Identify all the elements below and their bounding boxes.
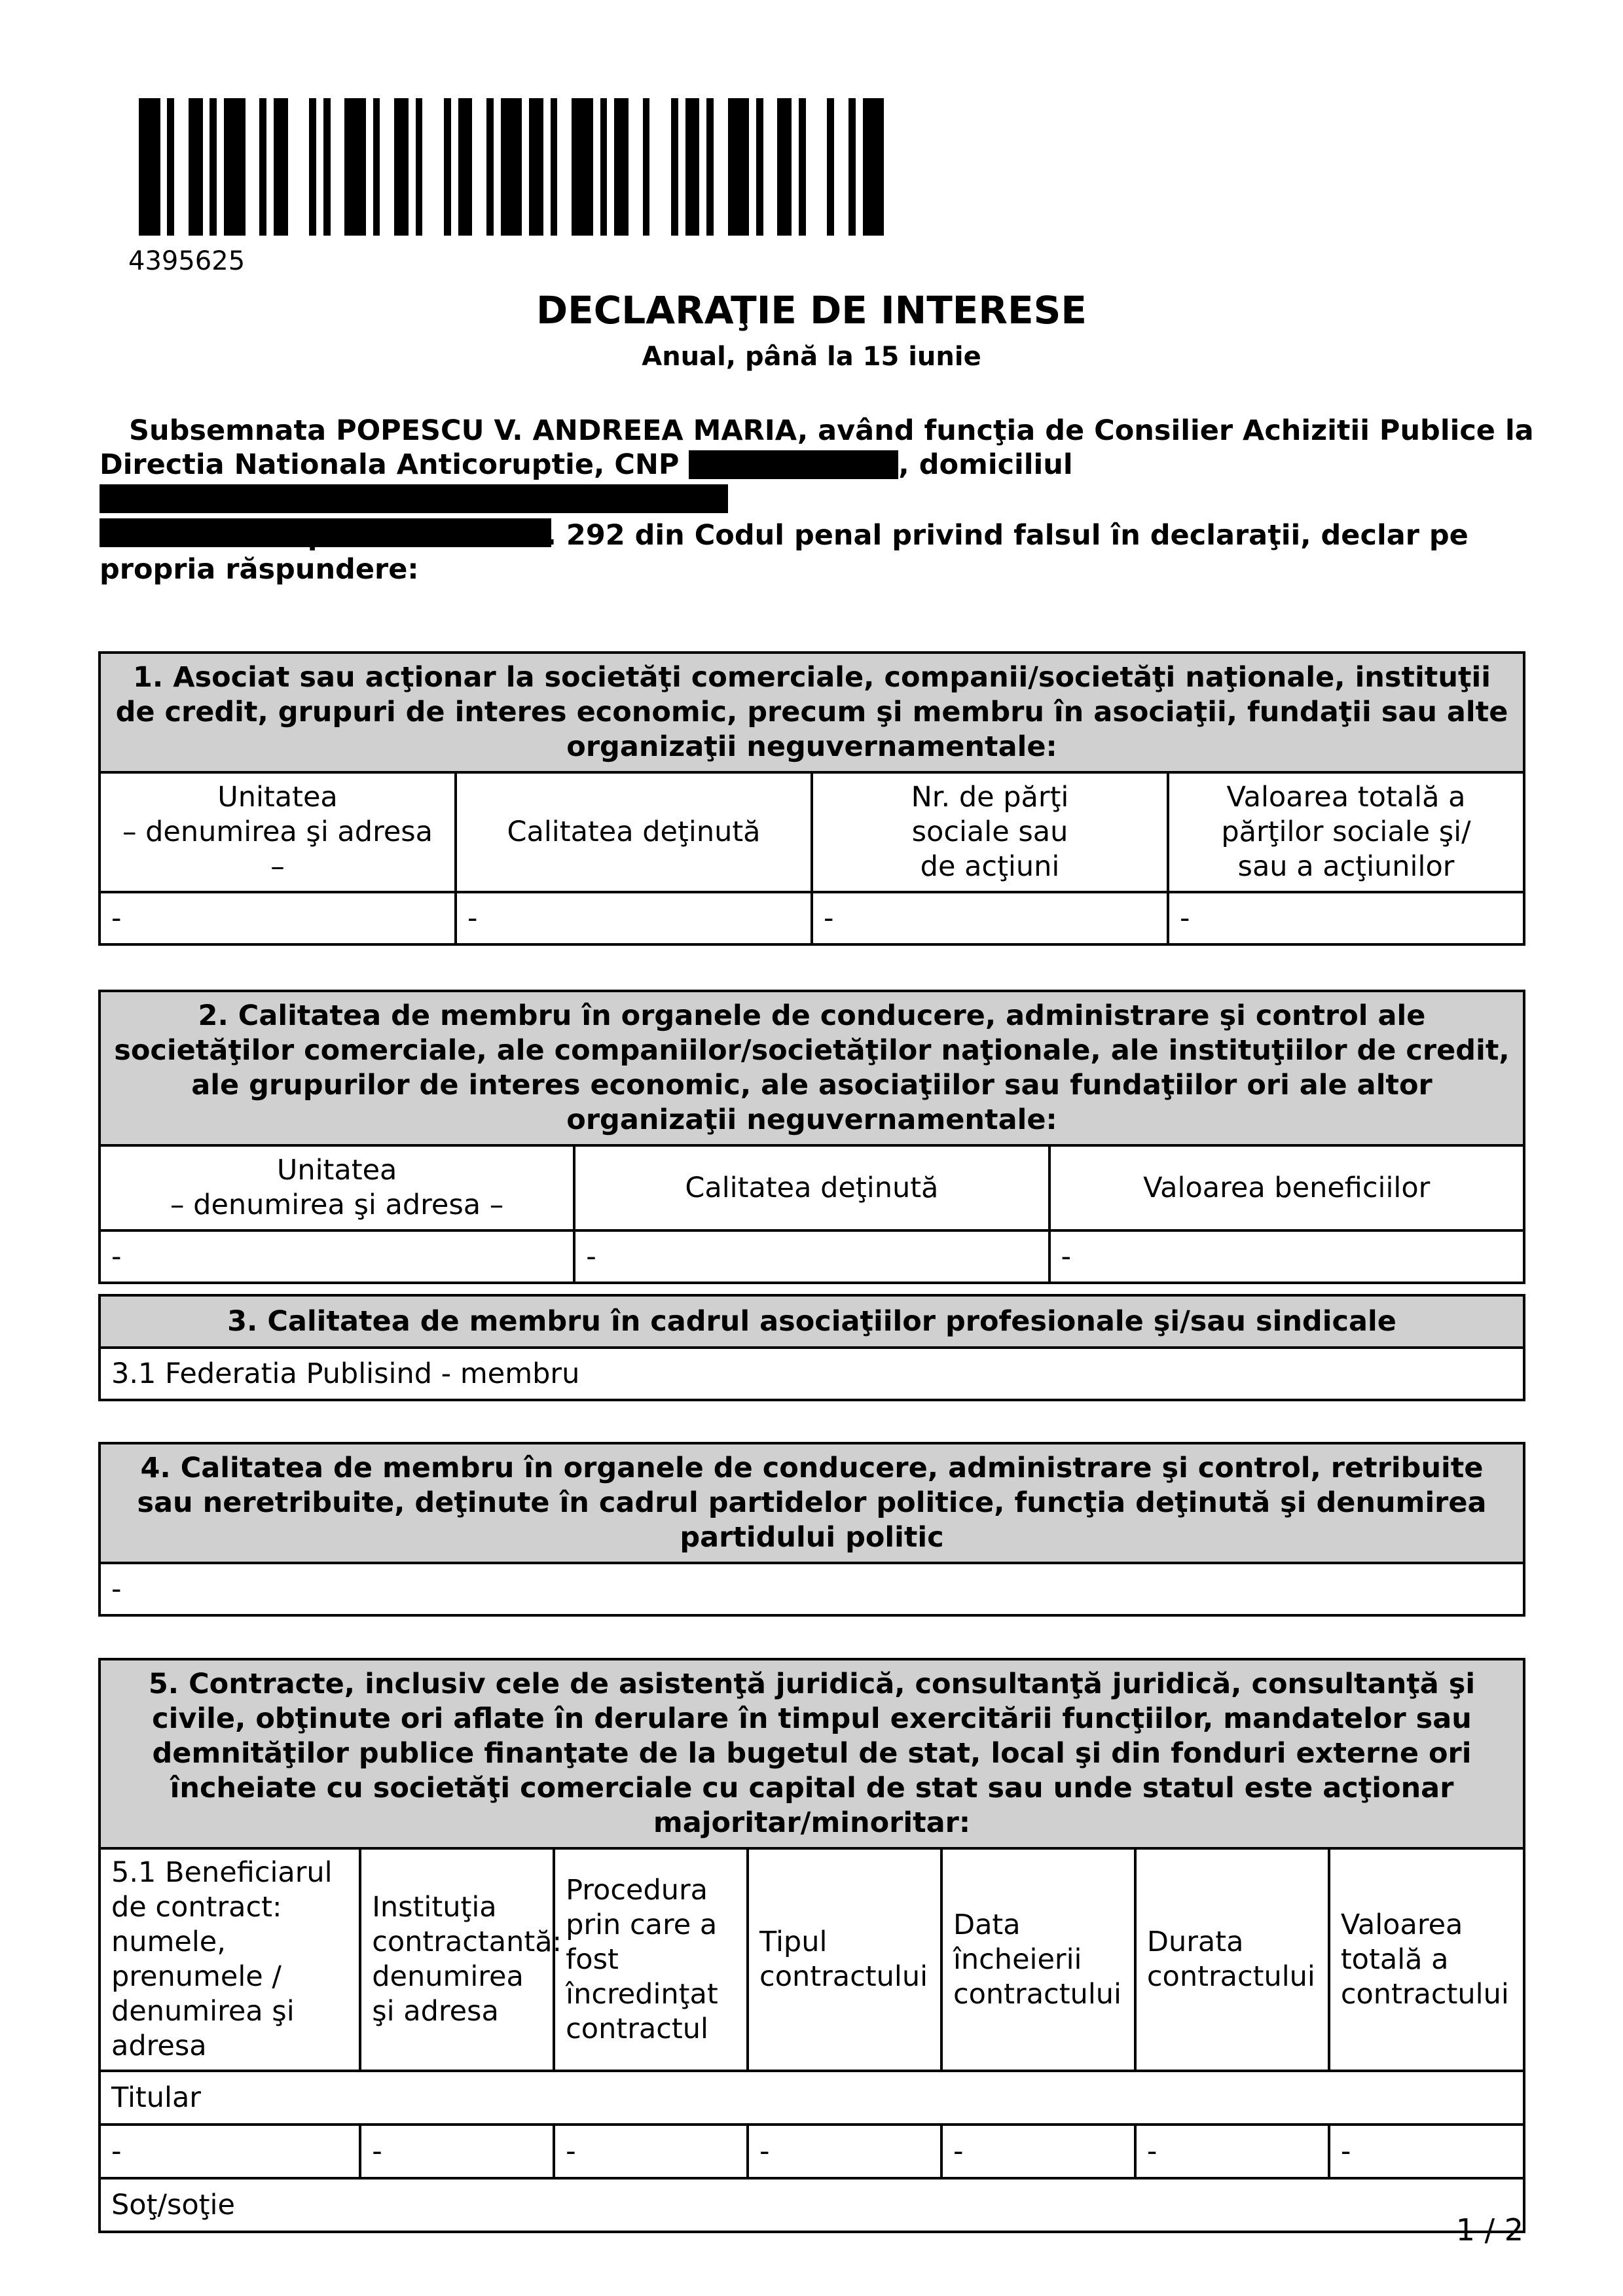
section2-header-benefits: Valoarea beneficiilor: [1049, 1145, 1525, 1230]
section5-header-date: Data încheierii contractului: [941, 1848, 1135, 2071]
section5-group-spouse: Soţ/soţie: [100, 2178, 1524, 2232]
page-number: 1 / 2: [1455, 2212, 1523, 2248]
section2-cell: -: [100, 1230, 574, 1283]
section3-table: [98, 1294, 1525, 1401]
section5-cell: -: [360, 2125, 554, 2178]
section1-header-shares: Nr. de părţi sociale sau de acţiuni: [812, 772, 1168, 892]
section5-cell: -: [1135, 2125, 1329, 2178]
section2-table: [98, 990, 1525, 1284]
section5-header-procedure: Procedura prin care a fost încredinţat contractul: [554, 1848, 748, 2071]
section5-cell: -: [554, 2125, 748, 2178]
barcode-image: [139, 98, 884, 236]
section1-cell: -: [100, 892, 456, 944]
document-title: DECLARAŢIE DE INTERESE: [536, 288, 1087, 332]
section1-header-quality: Calitatea deţinută: [456, 772, 812, 892]
section5-header-duration: Durata contractului: [1135, 1848, 1329, 2071]
document-id: 4395625: [128, 246, 246, 276]
section5-cell: -: [1329, 2125, 1524, 2178]
section5-header-value: Valoarea totală a contractului: [1329, 1848, 1524, 2071]
section3-title: 3. Calitatea de membru în cadrul asociaţiilor profesionale şi/sau sindicale: [100, 1295, 1524, 1348]
redacted-address: [100, 484, 728, 513]
intro-text-part2: , domiciliul: [898, 448, 1073, 481]
section5-cell: -: [748, 2125, 941, 2178]
section5-cell: -: [100, 2125, 360, 2178]
section2-header-quality: Calitatea deţinută: [574, 1145, 1049, 1230]
declaration-text: cunoscând prevederile art. 292 din Codul penal privind falsul în declaraţii, declar pe propria răspundere:: [100, 519, 1468, 586]
section2-cell: -: [574, 1230, 1049, 1283]
section2-header-unit: Unitatea – denumirea şi adresa –: [100, 1145, 574, 1230]
section1-header-value: Valoarea totală a părţilor sociale şi/ sau a acţiunilor: [1168, 772, 1524, 892]
document-subtitle: Anual, până la 15 iunie: [642, 342, 981, 372]
section5-cell: -: [941, 2125, 1135, 2178]
section4-table: [98, 1442, 1525, 1617]
section1-cell: -: [456, 892, 812, 944]
section2-cell: -: [1049, 1230, 1525, 1283]
section3-cell: 3.1 Federatia Publisind - membru: [100, 1348, 1524, 1400]
section1-cell: -: [1168, 892, 1524, 944]
section5-header-institution: Instituţia contractantă: denumirea şi adresa: [360, 1848, 554, 2071]
redacted-cnp: [689, 450, 898, 479]
section5-group-titular: Titular: [100, 2071, 1524, 2125]
section1-header-unit: Unitatea – denumirea şi adresa –: [100, 772, 456, 892]
section1-title: 1. Asociat sau acţionar la societăţi comerciale, companii/societăţi naţionale, instituţii de credit, grupuri de interes economic, precum şi membru în asociaţii, fundaţii sau alte organizaţii neguvernamentale:: [100, 653, 1524, 772]
declaration-paragraph: [100, 518, 1540, 586]
intro-text-part1: Subsemnata POPESCU V. ANDREEA MARIA, având funcţia de Consilier Achizitii Publice la Directia Nationala Anticoruptie, CNP: [100, 414, 1534, 481]
section4-cell: -: [100, 1563, 1524, 1615]
section5-header-type: Tipul contractului: [748, 1848, 941, 2071]
section4-title: 4. Calitatea de membru în organele de conducere, administrare şi control, retribuite sau neretribuite, deţinute în cadrul partidelor politice, funcţia deţinută şi denumirea partidului politic: [100, 1443, 1524, 1563]
section1-cell: -: [812, 892, 1168, 944]
section5-header-beneficiary: 5.1 Beneficiarul de contract: numele, prenumele / denumirea şi adresa: [100, 1848, 360, 2071]
section5-table: [98, 1658, 1525, 2233]
section5-title: 5. Contracte, inclusiv cele de asistenţă juridică, consultanţă juridică, consultanţă şi civile, obţinute ori aflate în derulare în timpul exercitării funcţiilor, mandatelor sau demnităţilor publice finanţate de la bugetul de stat, local şi din fonduri externe ori încheiate cu societăţi comerciale cu capital de stat sau unde statul este acţionar majoritar/minoritar:: [100, 1659, 1524, 1848]
section2-title: 2. Calitatea de membru în organele de conducere, administrare şi control ale societăţilor comerciale, ale companiilor/societăţilor naţionale, ale instituţiilor de credit, ale grupurilor de interes economic, ale asociaţiilor sau fundaţiilor ori ale altor organizaţii neguvernamentale:: [100, 991, 1524, 1145]
section1-table: [98, 651, 1525, 946]
